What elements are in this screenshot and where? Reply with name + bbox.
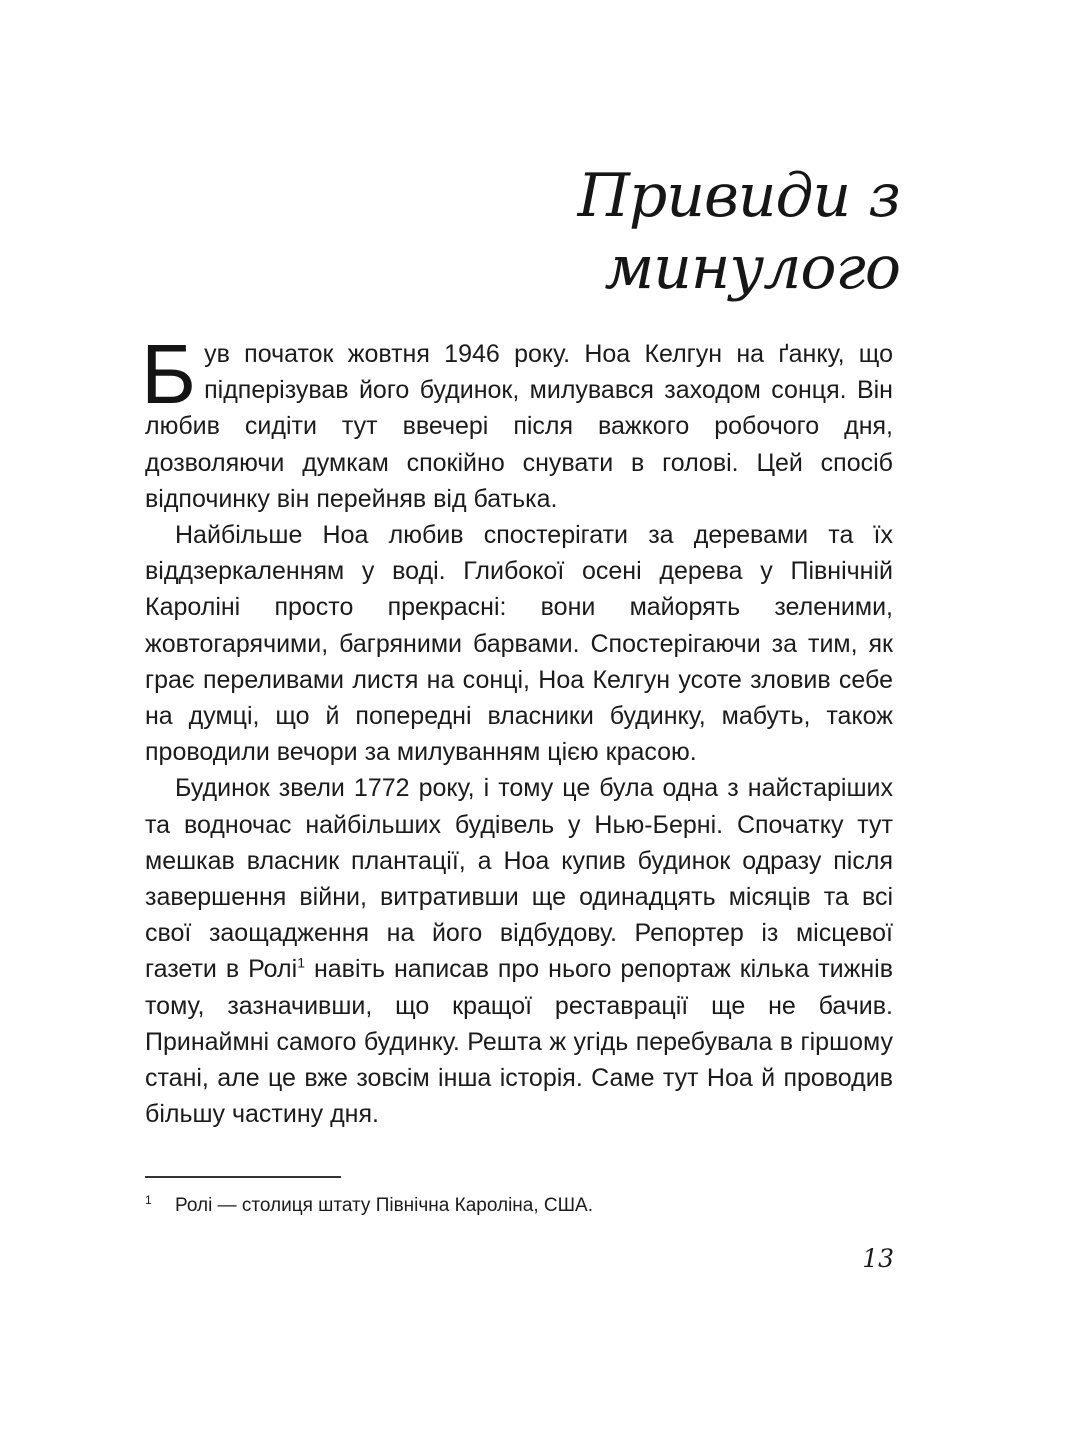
paragraph-3-text-b: навіть написав про нього репортаж кілька тижнів тому, зазначивши, що кращої реставрації ще не бачив. Принаймні самого будинку. Решта ж угідь перебувала в гіршому стані, але це вже зовсім інша історія. Саме тут Ноа й проводив більшу частину дня. — [145, 955, 893, 1129]
chapter-title: Привиди з минулого — [577, 161, 900, 303]
footnote-reference[interactable]: 1 — [297, 955, 305, 972]
footnote: 1 Ролі — столиця штату Північна Кароліна, США. — [145, 1192, 593, 1216]
drop-cap: Б — [141, 327, 197, 421]
body-text — [141, 327, 893, 1132]
paragraph-2: Найбільше Ноа любив спостерігати за деревами та їх віддзеркаленням у воді. Глибокої осені дерева у Північній Кароліні просто прекрасні: вони майорять зеленими, жовтогарячими, багряними барвами. Спостерігаючи за тим, як грає переливами листя на сонці, Ноа Келгун усоте зловив себе на думці, що й попередні власники будинку, мабуть, також проводили вечори за милуванням цією красою. — [145, 521, 893, 767]
page-number: 13 — [862, 1244, 894, 1273]
paragraph-3 — [145, 770, 893, 1132]
paragraph-1 — [141, 327, 893, 517]
paragraph-3-text-a: Будинок звели 1772 року, і тому це була одна з найстаріших та водночас найбільших будівель у Нью-Берні. Спочатку тут мешкав власник плантації, а Ноа купив будинок одразу після завершення війни, витративши ще одинадцять місяців та всі свої заощадження на його відбудову. Репортер із місцевої газети в Ролі — [145, 774, 893, 984]
footnote-divider — [145, 1176, 341, 1178]
paragraph-1-text: ув початок жовтня 1946 року. Ноа Келгун на ґанку, що підперізував його будинок, милувався заходом сонця. Він любив сидіти тут ввечері після важкого робочого дня, дозволяючи думкам спокійно снувати в голові. Цей спосіб відпочинку він перейняв від батька. — [145, 340, 893, 513]
footnote-text: Ролі — столиця штату Північна Кароліна, США. — [175, 1195, 593, 1216]
